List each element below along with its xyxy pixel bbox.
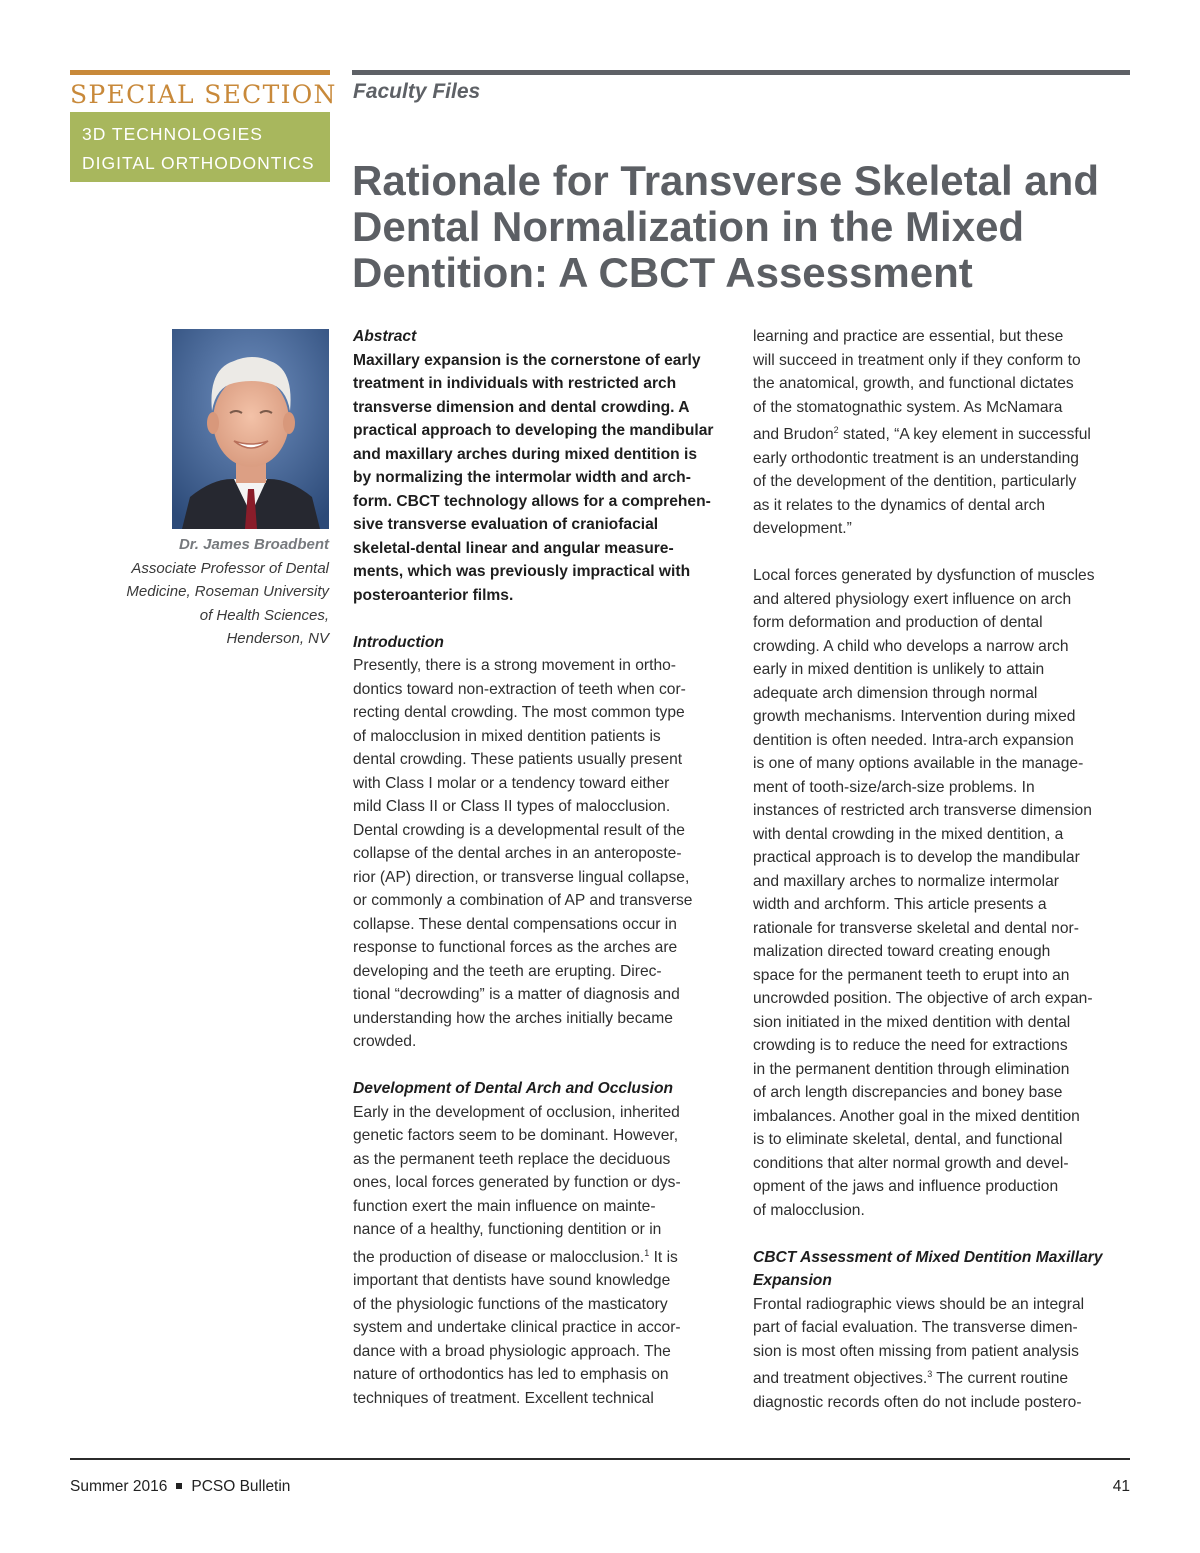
abstract-line: posteroanterior films. <box>353 586 514 604</box>
intro-line: mild Class II or Class II types of malocclusion. <box>353 798 671 815</box>
cbct-line <box>753 1363 1133 1391</box>
intro-line: collapse of the dental arches in an anteroposte- <box>353 845 682 862</box>
local-forces-line: early in mixed dentition is unlikely to attain <box>753 661 1045 679</box>
abstract-line: and maxillary arches during mixed dentition is <box>353 445 698 463</box>
faculty-files-label: Faculty Files <box>353 80 481 103</box>
continuation-line: as it relates to the dynamics of dental arch <box>753 496 1046 514</box>
footer-publication: PCSO Bulletin <box>191 1478 291 1495</box>
abstract-line: form. CBCT technology allows for a comprehen- <box>353 492 711 510</box>
intro-line: developing and the teeth are erupting. Direc- <box>353 962 662 980</box>
author-bio <box>60 533 329 651</box>
cbct-heading-line: Expansion <box>753 1272 832 1290</box>
local-forces-line: crowding is to reduce the need for extractions <box>753 1037 1068 1055</box>
intro-line: tional “decrowding” is a matter of diagnosis and <box>353 986 680 1003</box>
intro-line: Presently, there is a strong movement in ortho- <box>353 657 676 674</box>
abstract-line: skeletal-dental linear and angular measure- <box>353 539 674 557</box>
local-forces-line: Local forces generated by dysfunction of muscles <box>753 567 1095 585</box>
abstract-line: practical approach to developing the mandibular <box>353 422 714 439</box>
citation-superscript: 1 <box>644 1247 650 1258</box>
footer-bullet-icon <box>176 1483 182 1489</box>
continuation-line: early orthodontic treatment is an understanding <box>753 449 1079 467</box>
local-forces-line: of arch length discrepancies and boney base <box>753 1084 1063 1102</box>
abstract-line: sive transverse evaluation of craniofacial <box>353 516 659 533</box>
cbct-heading <box>753 1246 1133 1293</box>
abstract-line: by normalizing the intermolar width and arch- <box>353 469 691 486</box>
development-line <box>353 1242 733 1270</box>
footer-rule <box>70 1458 1130 1460</box>
abstract-heading: Abstract <box>353 328 417 345</box>
development-line: nature of orthodontics has led to emphasis on <box>353 1366 669 1384</box>
development-line: function exert the main influence on mainte- <box>353 1197 656 1215</box>
local-forces-line: and altered physiology exert influence on arch <box>753 590 1072 608</box>
local-forces-line: opment of the jaws and influence production <box>753 1178 1059 1196</box>
local-forces-line: is to eliminate skeletal, dental, and functional <box>753 1131 1063 1149</box>
local-forces-line: and maxillary arches to normalize intermolar <box>753 872 1059 890</box>
paragraph-gap <box>353 1054 733 1078</box>
page-number: 41 <box>1112 1478 1130 1495</box>
development-line: nance of a healthy, functioning dentition or in <box>353 1221 662 1238</box>
continuation-line: will succeed in treatment only if they conform to <box>753 351 1081 369</box>
intro-line: Dental crowding is a developmental result of the <box>353 821 685 839</box>
intro-line: dental crowding. These patients usually present <box>353 751 683 768</box>
article-title <box>352 158 1142 296</box>
intro-line: or commonly a combination of AP and transverse <box>353 892 693 909</box>
development-line: as the permanent teeth replace the deciduous <box>353 1150 671 1168</box>
abstract-text <box>353 349 733 608</box>
local-forces-line: conditions that alter normal growth and devel- <box>753 1154 1069 1172</box>
paragraph-gap <box>353 607 733 631</box>
continuation-line: development.” <box>753 520 852 538</box>
local-forces-line: malization directed toward creating enough <box>753 943 1051 961</box>
local-forces-line: imbalances. Another goal in the mixed dentition <box>753 1107 1080 1125</box>
cbct-line-text: The current routine <box>932 1370 1069 1388</box>
development-line: genetic factors seem to be dominant. However, <box>353 1127 679 1144</box>
intro-line: dontics toward non-extraction of teeth when cor- <box>353 680 686 698</box>
continuation-line-text: and Brudon <box>753 426 834 444</box>
abstract-line: Maxillary expansion is the cornerstone of early <box>353 351 701 369</box>
cbct-line-text: and treatment objectives. <box>753 1370 928 1388</box>
local-forces-line: is one of many options available in the manage- <box>753 755 1084 773</box>
development-line-text: the production of disease or malocclusion. <box>353 1248 645 1266</box>
header-rule-orange <box>70 70 330 75</box>
section-tag-box <box>70 112 330 182</box>
author-bio-line: Associate Professor of Dental <box>131 559 329 577</box>
article-column-2 <box>753 325 1133 1414</box>
abstract-line: ments, which was previously impractical with <box>353 563 691 580</box>
section-tag-line-1: 3D TECHNOLOGIES <box>82 124 263 144</box>
citation-superscript: 3 <box>927 1369 933 1380</box>
special-section-label: SPECIAL SECTION <box>70 80 337 109</box>
continuation-line-text: stated, “A key element in successful <box>838 426 1091 444</box>
continuation-line: the anatomical, growth, and functional dictates <box>753 375 1074 392</box>
intro-line: with Class I molar or a tendency toward either <box>353 774 670 792</box>
local-forces-line: instances of restricted arch transverse dimension <box>753 802 1092 820</box>
intro-line: collapse. These dental compensations occur in <box>353 915 677 933</box>
cbct-line: diagnostic records often do not include postero- <box>753 1393 1082 1411</box>
local-forces-line: space for the permanent teeth to erupt into an <box>753 966 1070 984</box>
local-forces-line: growth mechanisms. Intervention during mixed <box>753 708 1076 726</box>
intro-line: recting dental crowding. The most common type <box>353 704 685 721</box>
local-forces-line: uncrowded position. The objective of arch expan- <box>753 990 1093 1008</box>
title-line: Dental Normalization in the Mixed <box>352 203 1025 250</box>
development-line: ones, local forces generated by function or dys- <box>353 1174 681 1191</box>
cbct-line: Frontal radiographic views should be an integral <box>753 1295 1085 1313</box>
development-line: dance with a broad physiologic approach. The <box>353 1342 671 1360</box>
continuation-line <box>753 419 1133 447</box>
intro-line: of malocclusion in mixed dentition patients is <box>353 727 661 745</box>
footer-issue <box>70 1478 290 1496</box>
header-rule-gray <box>352 70 1130 75</box>
author-bio-line: of Health Sciences, <box>199 606 329 624</box>
development-line: of the physiologic functions of the masticatory <box>353 1295 668 1313</box>
author-name: Dr. James Broadbent <box>178 536 329 553</box>
cbct-line: part of facial evaluation. The transverse dimen- <box>753 1319 1078 1337</box>
continuation-line: learning and practice are essential, but these <box>753 328 1064 345</box>
local-forces-line: in the permanent dentition through elimination <box>753 1060 1070 1078</box>
local-forces-line: crowding. A child who develops a narrow arch <box>753 637 1069 655</box>
abstract-line: treatment in individuals with restricted arch <box>353 375 677 392</box>
development-line: system and undertake clinical practice in accor- <box>353 1319 681 1337</box>
cbct-heading-line: CBCT Assessment of Mixed Dentition Maxillary <box>753 1248 1103 1266</box>
intro-line: crowded. <box>353 1033 417 1050</box>
abstract-line: transverse dimension and dental crowding. A <box>353 398 690 416</box>
local-forces-line: adequate arch dimension through normal <box>753 684 1038 702</box>
introduction-heading: Introduction <box>353 633 444 651</box>
local-forces-line: dentition is often needed. Intra-arch expansion <box>753 731 1074 749</box>
local-forces-line: rationale for transverse skeletal and dental nor- <box>753 919 1079 937</box>
local-forces-line: with dental crowding in the mixed dentition, a <box>753 825 1064 843</box>
article-column-1 <box>353 325 733 1410</box>
intro-line: understanding how the arches initially became <box>353 1009 673 1027</box>
development-line: techniques of treatment. Excellent technical <box>353 1389 654 1407</box>
local-forces-line: of malocclusion. <box>753 1201 865 1219</box>
local-forces-line: form deformation and production of dental <box>753 614 1043 632</box>
paragraph-gap <box>753 1222 1133 1246</box>
title-line: Dentition: A CBCT Assessment <box>352 249 973 296</box>
intro-line: rior (AP) direction, or transverse lingual collapse, <box>353 868 690 886</box>
section-tag-line-2: DIGITAL ORTHODONTICS <box>82 153 315 173</box>
cbct-line: sion is most often missing from patient analysis <box>753 1342 1079 1360</box>
development-line-text: It is <box>649 1248 678 1266</box>
continuation-line: of the stomatognathic system. As McNamara <box>753 398 1063 416</box>
local-forces-line: ment of tooth-size/arch-size problems. In <box>753 778 1035 796</box>
footer-issue-date: Summer 2016 <box>70 1478 168 1495</box>
development-line: Early in the development of occlusion, inherited <box>353 1103 680 1121</box>
development-line: important that dentists have sound knowledge <box>353 1272 671 1290</box>
intro-line: response to functional forces as the arches are <box>353 939 678 956</box>
paragraph-gap <box>753 541 1133 565</box>
local-forces-line: width and archform. This article presents a <box>753 896 1047 914</box>
author-photo <box>172 329 329 529</box>
author-bio-line: Medicine, Roseman University <box>126 583 329 600</box>
continuation-line: of the development of the dentition, particularly <box>753 473 1077 491</box>
local-forces-line: sion initiated in the mixed dentition with dental <box>753 1013 1071 1031</box>
local-forces-line: practical approach is to develop the mandibular <box>753 849 1080 867</box>
citation-superscript: 2 <box>833 425 839 435</box>
development-heading: Development of Dental Arch and Occlusion <box>353 1080 674 1097</box>
title-line: Rationale for Transverse Skeletal and <box>352 157 1099 204</box>
author-bio-line: Henderson, NV <box>226 630 329 647</box>
